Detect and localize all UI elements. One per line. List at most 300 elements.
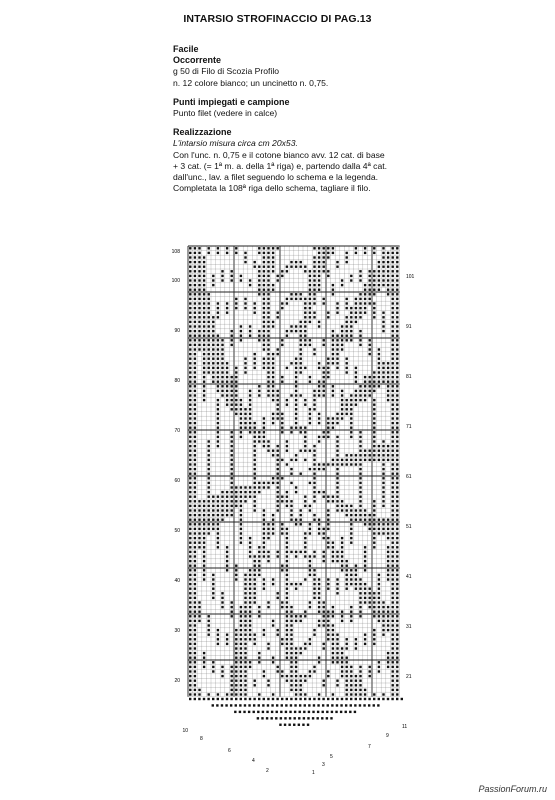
filled-stitch xyxy=(346,514,348,516)
filled-stitch xyxy=(217,528,219,530)
filled-stitch xyxy=(217,436,219,438)
filled-stitch xyxy=(263,551,265,553)
filled-stitch xyxy=(189,344,191,346)
filled-stitch xyxy=(396,565,398,567)
filled-stitch xyxy=(217,371,219,373)
filled-stitch xyxy=(392,335,394,337)
filled-stitch xyxy=(290,431,292,433)
filled-stitch xyxy=(244,491,246,493)
filled-stitch xyxy=(267,353,269,355)
filled-stitch xyxy=(272,413,274,415)
filled-stitch xyxy=(304,505,306,507)
filled-stitch xyxy=(332,611,334,613)
filled-stitch xyxy=(387,256,389,258)
filled-stitch xyxy=(364,381,366,383)
filled-stitch xyxy=(309,482,311,484)
filled-stitch xyxy=(336,647,338,649)
filled-stitch xyxy=(286,298,288,300)
edge-stitch xyxy=(382,698,384,700)
filled-stitch xyxy=(341,670,343,672)
filled-stitch xyxy=(231,684,233,686)
filled-stitch xyxy=(194,477,196,479)
filled-stitch xyxy=(194,569,196,571)
filled-stitch xyxy=(263,298,265,300)
filled-stitch xyxy=(244,693,246,695)
filled-stitch xyxy=(359,293,361,295)
row-label-bottom-left: 6 xyxy=(228,748,231,754)
filled-stitch xyxy=(346,256,348,258)
filled-stitch xyxy=(240,431,242,433)
filled-stitch xyxy=(373,638,375,640)
filled-stitch xyxy=(272,454,274,456)
filled-stitch xyxy=(198,514,200,516)
filled-stitch xyxy=(249,496,251,498)
edge-stitch xyxy=(350,704,352,706)
filled-stitch xyxy=(309,376,311,378)
filled-stitch xyxy=(392,252,394,254)
filled-stitch xyxy=(382,606,384,608)
filled-stitch xyxy=(240,693,242,695)
filled-stitch xyxy=(355,404,357,406)
filled-stitch xyxy=(263,675,265,677)
filled-stitch xyxy=(392,509,394,511)
filled-stitch xyxy=(392,289,394,291)
filled-stitch xyxy=(313,353,315,355)
filled-stitch xyxy=(212,348,214,350)
filled-stitch xyxy=(249,422,251,424)
filled-stitch xyxy=(313,454,315,456)
filled-stitch xyxy=(350,459,352,461)
filled-stitch xyxy=(396,643,398,645)
filled-stitch xyxy=(231,486,233,488)
filled-stitch xyxy=(290,689,292,691)
filled-stitch xyxy=(323,390,325,392)
filled-stitch xyxy=(277,390,279,392)
filled-stitch xyxy=(382,279,384,281)
filled-stitch xyxy=(263,316,265,318)
filled-stitch xyxy=(336,422,338,424)
filled-stitch xyxy=(327,252,329,254)
filled-stitch xyxy=(277,477,279,479)
filled-stitch xyxy=(189,546,191,548)
filled-stitch xyxy=(277,597,279,599)
filled-stitch xyxy=(341,615,343,617)
filled-stitch xyxy=(300,339,302,341)
filled-stitch xyxy=(212,578,214,580)
filled-stitch xyxy=(240,500,242,502)
filled-stitch xyxy=(203,275,205,277)
filled-stitch xyxy=(346,335,348,337)
filled-stitch xyxy=(346,693,348,695)
filled-stitch xyxy=(272,422,274,424)
filled-stitch xyxy=(263,330,265,332)
filled-stitch xyxy=(194,275,196,277)
edge-stitch xyxy=(289,711,291,713)
filled-stitch xyxy=(189,606,191,608)
filled-stitch xyxy=(281,532,283,534)
filled-stitch xyxy=(364,592,366,594)
filled-stitch xyxy=(378,376,380,378)
edge-stitch xyxy=(198,698,200,700)
filled-stitch xyxy=(203,578,205,580)
filled-stitch xyxy=(378,670,380,672)
edge-stitch xyxy=(281,698,283,700)
filled-stitch xyxy=(194,362,196,364)
filled-stitch xyxy=(194,546,196,548)
filled-stitch xyxy=(203,353,205,355)
filled-stitch xyxy=(235,689,237,691)
filled-stitch xyxy=(189,560,191,562)
filled-stitch xyxy=(304,367,306,369)
filled-stitch xyxy=(309,523,311,525)
filled-stitch xyxy=(286,592,288,594)
filled-stitch xyxy=(272,270,274,272)
filled-stitch xyxy=(364,523,366,525)
edge-stitch xyxy=(345,698,347,700)
filled-stitch xyxy=(208,693,210,695)
filled-stitch xyxy=(249,431,251,433)
filled-stitch xyxy=(203,362,205,364)
filled-stitch xyxy=(226,390,228,392)
filled-stitch xyxy=(254,634,256,636)
filled-stitch xyxy=(300,675,302,677)
filled-stitch xyxy=(189,468,191,470)
filled-stitch xyxy=(336,684,338,686)
filled-stitch xyxy=(332,289,334,291)
filled-stitch xyxy=(364,307,366,309)
filled-stitch xyxy=(341,555,343,557)
filled-stitch xyxy=(277,459,279,461)
filled-stitch xyxy=(313,404,315,406)
filled-stitch xyxy=(203,330,205,332)
filled-stitch xyxy=(304,693,306,695)
filled-stitch xyxy=(263,252,265,254)
filled-stitch xyxy=(364,390,366,392)
filled-stitch xyxy=(203,523,205,525)
filled-stitch xyxy=(258,569,260,571)
filled-stitch xyxy=(313,390,315,392)
filled-stitch xyxy=(258,606,260,608)
filled-stitch xyxy=(341,463,343,465)
filled-stitch xyxy=(277,404,279,406)
filled-stitch xyxy=(332,335,334,337)
filled-stitch xyxy=(231,275,233,277)
filled-stitch xyxy=(396,574,398,576)
filled-stitch xyxy=(286,638,288,640)
row-label-bottom-right: 3 xyxy=(322,762,325,768)
filled-stitch xyxy=(369,376,371,378)
filled-stitch xyxy=(194,652,196,654)
filled-stitch xyxy=(387,537,389,539)
stitches-text: Punto filet (vedere in calce) xyxy=(173,108,278,119)
filled-stitch xyxy=(327,670,329,672)
filled-stitch xyxy=(198,312,200,314)
filled-stitch xyxy=(387,574,389,576)
filled-stitch xyxy=(194,500,196,502)
filled-stitch xyxy=(231,339,233,341)
filled-stitch xyxy=(373,459,375,461)
filled-stitch xyxy=(332,500,334,502)
filled-stitch xyxy=(346,321,348,323)
filled-stitch xyxy=(355,394,357,396)
filled-stitch xyxy=(286,652,288,654)
filled-stitch xyxy=(254,468,256,470)
edge-stitch xyxy=(248,711,250,713)
filled-stitch xyxy=(323,647,325,649)
filled-stitch xyxy=(290,652,292,654)
filled-stitch xyxy=(235,578,237,580)
filled-stitch xyxy=(221,514,223,516)
filled-stitch xyxy=(369,289,371,291)
filled-stitch xyxy=(240,505,242,507)
filled-stitch xyxy=(359,440,361,442)
filled-stitch xyxy=(346,583,348,585)
filled-stitch xyxy=(327,275,329,277)
filled-stitch xyxy=(217,496,219,498)
filled-stitch xyxy=(396,339,398,341)
filled-stitch xyxy=(240,339,242,341)
filled-stitch xyxy=(304,551,306,553)
filled-stitch xyxy=(189,574,191,576)
filled-stitch xyxy=(263,325,265,327)
filled-stitch xyxy=(290,500,292,502)
filled-stitch xyxy=(295,367,297,369)
filled-stitch xyxy=(194,427,196,429)
filled-stitch xyxy=(396,289,398,291)
filled-stitch xyxy=(300,583,302,585)
filled-stitch xyxy=(267,523,269,525)
filled-stitch xyxy=(359,675,361,677)
filled-stitch xyxy=(286,680,288,682)
edge-stitch xyxy=(203,698,205,700)
filled-stitch xyxy=(300,330,302,332)
filled-stitch xyxy=(203,555,205,557)
filled-stitch xyxy=(350,422,352,424)
filled-stitch xyxy=(254,638,256,640)
filled-stitch xyxy=(355,693,357,695)
filled-stitch xyxy=(346,574,348,576)
edge-stitch xyxy=(322,704,324,706)
filled-stitch xyxy=(313,569,315,571)
edge-stitch xyxy=(359,704,361,706)
filled-stitch xyxy=(189,638,191,640)
filled-stitch xyxy=(249,615,251,617)
filled-stitch xyxy=(364,312,366,314)
filled-stitch xyxy=(359,519,361,521)
filled-stitch xyxy=(309,601,311,603)
filled-stitch xyxy=(323,532,325,534)
filet-chart xyxy=(150,240,430,782)
filled-stitch xyxy=(221,344,223,346)
filled-stitch xyxy=(336,463,338,465)
filled-stitch xyxy=(212,376,214,378)
filled-stitch xyxy=(341,661,343,663)
filled-stitch xyxy=(231,440,233,442)
filled-stitch xyxy=(323,463,325,465)
filled-stitch xyxy=(300,509,302,511)
filled-stitch xyxy=(387,266,389,268)
filled-stitch xyxy=(396,592,398,594)
filled-stitch xyxy=(231,330,233,332)
filled-stitch xyxy=(281,670,283,672)
filled-stitch xyxy=(240,523,242,525)
filled-stitch xyxy=(249,546,251,548)
filled-stitch xyxy=(290,298,292,300)
filled-stitch xyxy=(392,496,394,498)
filled-stitch xyxy=(392,266,394,268)
filled-stitch xyxy=(346,661,348,663)
edge-stitch xyxy=(307,724,309,726)
filled-stitch xyxy=(373,289,375,291)
filled-stitch xyxy=(226,399,228,401)
filled-stitch xyxy=(392,440,394,442)
filled-stitch xyxy=(364,583,366,585)
filled-stitch xyxy=(336,652,338,654)
filled-stitch xyxy=(244,261,246,263)
filled-stitch xyxy=(313,459,315,461)
filled-stitch xyxy=(198,279,200,281)
filled-stitch xyxy=(189,394,191,396)
filled-stitch xyxy=(244,652,246,654)
filled-stitch xyxy=(387,523,389,525)
filled-stitch xyxy=(203,358,205,360)
filled-stitch xyxy=(369,270,371,272)
filled-stitch xyxy=(327,509,329,511)
filled-stitch xyxy=(208,335,210,337)
filled-stitch xyxy=(295,680,297,682)
filled-stitch xyxy=(221,275,223,277)
filled-stitch xyxy=(336,592,338,594)
filled-stitch xyxy=(295,293,297,295)
filled-stitch xyxy=(194,624,196,626)
filled-stitch xyxy=(309,574,311,576)
filled-stitch xyxy=(350,620,352,622)
filled-stitch xyxy=(364,588,366,590)
filled-stitch xyxy=(396,422,398,424)
filled-stitch xyxy=(267,528,269,530)
filled-stitch xyxy=(286,496,288,498)
filled-stitch xyxy=(396,588,398,590)
filled-stitch xyxy=(189,353,191,355)
filled-stitch xyxy=(189,624,191,626)
filled-stitch xyxy=(392,413,394,415)
filled-stitch xyxy=(231,693,233,695)
filled-stitch xyxy=(323,555,325,557)
filled-stitch xyxy=(359,588,361,590)
filled-stitch xyxy=(263,542,265,544)
filled-stitch xyxy=(318,362,320,364)
filled-stitch xyxy=(203,537,205,539)
edge-stitch xyxy=(290,698,292,700)
filled-stitch xyxy=(396,569,398,571)
filled-stitch xyxy=(313,261,315,263)
filled-stitch xyxy=(396,523,398,525)
filled-stitch xyxy=(221,592,223,594)
filled-stitch xyxy=(355,565,357,567)
filled-stitch xyxy=(369,528,371,530)
edge-stitch xyxy=(340,704,342,706)
filled-stitch xyxy=(346,638,348,640)
filled-stitch xyxy=(327,615,329,617)
filled-stitch xyxy=(369,514,371,516)
filled-stitch xyxy=(194,312,196,314)
filled-stitch xyxy=(350,675,352,677)
filled-stitch xyxy=(304,321,306,323)
filled-stitch xyxy=(313,302,315,304)
filled-stitch xyxy=(258,661,260,663)
filled-stitch xyxy=(313,293,315,295)
filled-stitch xyxy=(290,620,292,622)
filled-stitch xyxy=(396,657,398,659)
filled-stitch xyxy=(267,445,269,447)
filled-stitch xyxy=(382,629,384,631)
filled-stitch xyxy=(290,266,292,268)
filled-stitch xyxy=(194,675,196,677)
filled-stitch xyxy=(387,652,389,654)
filled-stitch xyxy=(208,486,210,488)
filled-stitch xyxy=(208,316,210,318)
filled-stitch xyxy=(300,394,302,396)
filled-stitch xyxy=(208,252,210,254)
filled-stitch xyxy=(203,284,205,286)
filled-stitch xyxy=(254,560,256,562)
filled-stitch xyxy=(189,454,191,456)
edge-stitch xyxy=(285,704,287,706)
row-label-right: 101 xyxy=(406,274,415,280)
filled-stitch xyxy=(318,252,320,254)
filled-stitch xyxy=(217,431,219,433)
filled-stitch xyxy=(194,436,196,438)
filled-stitch xyxy=(341,509,343,511)
filled-stitch xyxy=(336,450,338,452)
filled-stitch xyxy=(369,353,371,355)
filled-stitch xyxy=(341,569,343,571)
filled-stitch xyxy=(378,381,380,383)
filled-stitch xyxy=(387,560,389,562)
filled-stitch xyxy=(290,643,292,645)
filled-stitch xyxy=(392,560,394,562)
filled-stitch xyxy=(267,376,269,378)
filled-stitch xyxy=(387,371,389,373)
filled-stitch xyxy=(364,302,366,304)
filled-stitch xyxy=(382,528,384,530)
filled-stitch xyxy=(327,427,329,429)
filled-stitch xyxy=(217,390,219,392)
filled-stitch xyxy=(286,302,288,304)
filled-stitch xyxy=(327,431,329,433)
filled-stitch xyxy=(318,661,320,663)
filled-stitch xyxy=(217,362,219,364)
filled-stitch xyxy=(373,450,375,452)
filled-stitch xyxy=(258,335,260,337)
filled-stitch xyxy=(249,606,251,608)
filled-stitch xyxy=(258,440,260,442)
filled-stitch xyxy=(258,289,260,291)
filled-stitch xyxy=(341,675,343,677)
filled-stitch xyxy=(244,601,246,603)
filled-stitch xyxy=(313,670,315,672)
filled-stitch xyxy=(382,532,384,534)
filled-stitch xyxy=(290,647,292,649)
filled-stitch xyxy=(217,523,219,525)
filled-stitch xyxy=(286,463,288,465)
filled-stitch xyxy=(249,620,251,622)
filled-stitch xyxy=(396,620,398,622)
filled-stitch xyxy=(203,514,205,516)
filled-stitch xyxy=(198,325,200,327)
filled-stitch xyxy=(313,247,315,249)
filled-stitch xyxy=(286,611,288,613)
